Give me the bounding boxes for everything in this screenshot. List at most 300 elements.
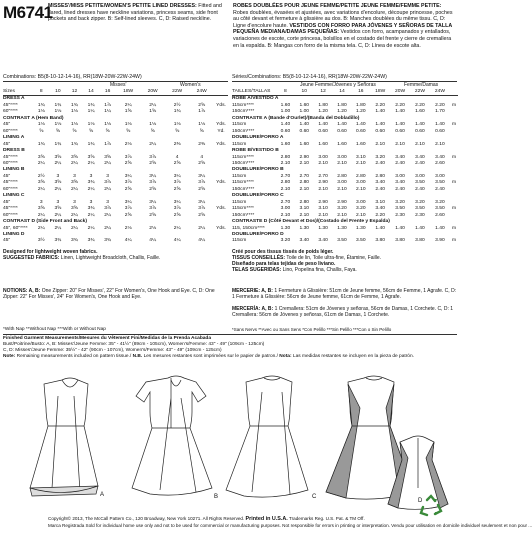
right-table-data-cell: 1.60: [415, 109, 425, 115]
right-table-data-cell: 150cm****: [232, 186, 255, 192]
left-table-data-cell: 2⅝: [173, 186, 181, 192]
group-femme: Femme/Damas: [404, 82, 439, 88]
cree-note: Créé pour des tissus tissés de poids léger.: [232, 249, 334, 255]
right-table-data-cell: 3.40: [318, 238, 328, 244]
left-table-data-cell: 3¼: [173, 199, 181, 205]
right-table-section-label: ROBE B/VESTIDO B: [232, 148, 279, 154]
right-table-data-cell: 2.10: [318, 160, 328, 166]
right-table-data-cell: 3.10: [375, 199, 385, 205]
right-table-data-cell: 2.80: [280, 154, 291, 160]
left-table-data-cell: 1⅛: [71, 109, 78, 115]
right-table-data-cell: 1.00: [280, 109, 291, 115]
measurements-line1: Bust/Poitrine/Busto: A, B: Misses'/Jeune Femme: 35" - 41½" (89cm - 105cm), Women's/Femme: 43" - 49" (109cm - 125cm): [3, 342, 265, 347]
right-table-data-cell: 2.10: [337, 212, 347, 218]
telas-text: Lino, Popelina fina, Challis, Faya.: [282, 267, 357, 273]
left-table-data-cell: 3⅞: [124, 180, 132, 186]
right-title: [233, 3, 457, 49]
left-table-data-cell: 3¾: [54, 238, 62, 244]
right-table-data-cell: 2.10: [299, 212, 310, 218]
right-table-data-cell: 1.40: [375, 122, 385, 128]
left-table-data-cell: 1⅛: [37, 109, 45, 115]
left-table-data-cell: 2⅝: [124, 160, 132, 166]
left-table-data-cell: 3: [89, 199, 93, 205]
right-table-header-cell: 18W: [370, 89, 390, 96]
left-table-data-cell: 3⅝: [54, 206, 62, 212]
left-table-data-cell: 2⅝: [198, 212, 206, 218]
left-table-data-cell: 1⅝: [149, 109, 157, 115]
left-table-data-cell: 45"****: [3, 102, 18, 108]
left-title-bold: MISSES'/MISS PETITE/WOMEN'S PETITE LINED DRESSES:: [48, 3, 197, 9]
right-table-data-cell: 1.30: [318, 225, 328, 231]
legal-text: Marca Registrada Sold for individual home use only and not to be used for commercial or manufacturing purposes. Not responsible for errors in printing or interpretation. Vendu pour utilisation en domicile individuel seulement et non pour ...: [48, 522, 532, 528]
left-table-data-cell: 60"****: [3, 212, 18, 218]
left-table-data-cell: 3¾: [87, 180, 95, 186]
left-table-data-cell: 1⅛: [173, 122, 181, 128]
right-table-header-row: [232, 89, 458, 96]
right-table-data-cell: 1.40: [375, 109, 385, 115]
left-table-data-cell: 2¼: [54, 225, 62, 231]
left-table-data-cell: 2¼: [37, 225, 45, 231]
left-table-header-cell: 22W: [165, 89, 190, 96]
trademark-text: Trademarks Reg. U.S. Pat. & TM Off.: [288, 516, 365, 521]
left-table-data-cell: 2½: [173, 102, 181, 108]
left-table-data-cell: 4¼: [149, 238, 157, 244]
right-table-data-cell: 2.10: [337, 160, 347, 166]
suggested-text: Linen, Lightweight Broadcloth, Challis, Faille.: [60, 255, 161, 261]
telas-label: TELAS SUGERIDAS:: [232, 267, 282, 273]
right-table-data-cell: m: [451, 238, 457, 244]
right-table-data-cell: 1.70: [435, 109, 445, 115]
right-table-data-cell: 3.40: [415, 154, 425, 160]
left-table-data-cell: 45": [3, 122, 11, 128]
right-table-header-cell: 16: [351, 89, 370, 96]
left-table-data-cell: 1⅞: [104, 102, 111, 108]
pattern-code: M6741: [3, 3, 53, 22]
left-table-data-cell: 1⅛: [104, 122, 111, 128]
left-table-data-cell: 4: [175, 154, 179, 160]
left-table-header-cell: Sizes: [3, 89, 33, 96]
recycle-icon: [418, 494, 444, 525]
right-table-data-cell: 1.60: [337, 141, 347, 147]
left-table-data-cell: 2⅝: [173, 212, 181, 218]
right-table-data-cell: 1.80: [318, 102, 328, 108]
nota-label: Nota:: [279, 354, 292, 359]
left-table-data-cell: 3¼: [198, 199, 206, 205]
right-table-data-cell: 2.30: [395, 212, 405, 218]
left-table-data-cell: 3¾: [87, 238, 95, 244]
right-table-data-cell: 115cm: [232, 141, 247, 147]
left-table-data-cell: 2½: [37, 173, 45, 179]
left-table-header-cell: 12: [66, 89, 83, 96]
right-table-data-cell: m: [451, 225, 457, 231]
right-table-data-cell: 3.40: [375, 180, 385, 186]
left-table-data-cell: 3⅞: [149, 206, 157, 212]
right-table-data-cell: 3.50: [415, 206, 425, 212]
right-table-header-cell: [450, 89, 458, 96]
figure-label-b: B: [214, 494, 219, 500]
right-table-data-cell: m: [451, 206, 457, 212]
right-table-data-cell: 1.20: [356, 109, 366, 115]
left-table-data-row: [3, 238, 228, 244]
right-combinations: Séries/Combinations: B5(8-10-12-14-16), RR(18W-20W-22W-24W): [232, 74, 387, 80]
right-table-data-cell: 2.70: [318, 173, 328, 179]
right-table-data-cell: 2.40: [415, 186, 425, 192]
right-table-data-cell: 2.10: [280, 212, 291, 218]
left-table-data-cell: 1⅛: [124, 122, 132, 128]
left-table-data-cell: 4¼: [124, 238, 132, 244]
dress-b-drawing: [132, 376, 212, 495]
group-misses: Misses': [110, 82, 127, 88]
left-table-data-cell: Yds.: [216, 206, 226, 212]
right-table-data-cell: 3.10: [299, 206, 310, 212]
right-table-data-cell: 1.20: [318, 109, 328, 115]
right-table-header-cell: 20W: [390, 89, 410, 96]
right-table-data-cell: 1.40: [280, 122, 291, 128]
left-table-data-cell: 1⅞: [104, 141, 111, 147]
nota-text: Las medidas restantes se incluyen en la pieza de patrón.: [292, 354, 414, 359]
right-table-data-cell: m: [451, 102, 457, 108]
left-table-section-label: DRESS A: [3, 96, 25, 102]
left-table-data-cell: 3⅞: [173, 206, 181, 212]
right-table-section-label: DOUBLURE/FORRO B: [232, 167, 284, 173]
left-title: [48, 3, 228, 23]
right-table-data-cell: 1.40: [395, 109, 405, 115]
left-table-data-cell: 2¼: [37, 186, 45, 192]
left-table-header-cell: 20W: [140, 89, 165, 96]
left-table-header-cell: 14: [83, 89, 100, 96]
right-table-data-cell: 2.10: [415, 141, 425, 147]
right-table-data-cell: 2.10: [356, 186, 366, 192]
left-table-data-cell: 1⅛: [54, 122, 62, 128]
figure-label-c: C: [312, 494, 317, 500]
right-table-data-row: [232, 238, 458, 244]
left-table-data-cell: ⅝: [105, 128, 110, 134]
right-table-header-cell: TAILLES/TALLAS: [232, 89, 276, 96]
right-table-data-cell: 2.70: [280, 173, 291, 179]
right-table-data-cell: 3.80: [415, 238, 425, 244]
right-table-data-cell: 3.20: [415, 199, 425, 205]
left-table-data-cell: 3: [39, 199, 43, 205]
left-table-data-cell: 3: [106, 173, 109, 179]
right-table-section-label: DOUBLURE/FORRO D: [232, 231, 284, 237]
right-table-data-cell: 3.00: [337, 180, 347, 186]
right-table-data-cell: 1.40: [395, 225, 405, 231]
right-table-data-cell: 3.20: [356, 206, 366, 212]
left-table-data-cell: 1⅛: [37, 122, 45, 128]
left-table-data-cell: 45", 60"****: [3, 225, 28, 231]
right-table-data-cell: 2.40: [375, 160, 385, 166]
left-table-data-cell: 3⅝: [54, 180, 62, 186]
right-table-data-cell: 2.40: [375, 186, 385, 192]
left-table-data-cell: 2¼: [37, 212, 45, 218]
right-table-data-cell: 2.90: [299, 154, 310, 160]
right-table-data-cell: 115cm: [232, 238, 247, 244]
right-table-data-cell: 1.80: [356, 102, 366, 108]
right-table-data-cell: 1.40: [435, 225, 445, 231]
right-table-data-cell: 3.50: [435, 180, 445, 186]
note-label: Note:: [3, 354, 16, 359]
left-table-data-cell: 4¼: [173, 238, 181, 244]
right-table-data-cell: 1.30: [280, 225, 291, 231]
left-table-data-cell: 3: [56, 199, 60, 205]
right-table-data-cell: 115cm****: [232, 102, 254, 108]
dress-drawings: [0, 368, 460, 518]
footer: [48, 516, 532, 529]
designed-note: Designed for lightweight woven fabrics.: [3, 249, 98, 255]
right-table-section-label: CONTRASTE A (Bande d'Ourlet)/(Banda del Dobladillo): [232, 115, 360, 121]
right-table-data-cell: 2.10: [356, 160, 366, 166]
notions-label: NOTIONS: A, B:: [3, 288, 41, 294]
right-table-data-cell: 2.80: [299, 199, 310, 205]
right-table-data-cell: 3.00: [435, 173, 445, 179]
right-table-data-cell: 2.60: [435, 212, 445, 218]
left-table-data-cell: 2¼: [54, 160, 62, 166]
right-table-data-cell: 2.40: [395, 186, 405, 192]
left-table-data-cell: 2¼: [71, 212, 78, 218]
dress-c-drawing: [226, 376, 308, 497]
tissus-label: TISSUS CONSEILLÉS:: [232, 255, 286, 261]
left-table-data-cell: 1¼: [104, 109, 111, 115]
left-table-data-cell: 3⅞: [198, 180, 206, 186]
right-table-data-cell: 2.20: [375, 102, 385, 108]
right-table-data-cell: 3.00: [415, 173, 425, 179]
left-table-data-cell: 60"****: [3, 109, 18, 115]
right-table-data-cell: 2.20: [375, 212, 385, 218]
left-table-data-cell: 2¼: [87, 212, 95, 218]
right-yardage-table: [232, 89, 458, 245]
left-table-section-row: [3, 96, 228, 103]
right-table-data-cell: 115cm****: [232, 180, 254, 186]
right-table-data-cell: 2.10: [318, 186, 328, 192]
right-table-data-cell: 1.30: [299, 225, 310, 231]
left-table-data-cell: 2¼: [71, 186, 78, 192]
note-text: Remaining measurements included on pattern tissue./: [16, 354, 132, 359]
right-table-data-cell: 2.10: [395, 141, 405, 147]
right-table-data-cell: 2.90: [318, 180, 328, 186]
right-table-data-cell: 3.10: [356, 154, 366, 160]
left-table-data-cell: Yds.: [216, 180, 226, 186]
left-table-data-cell: 3⅝: [104, 154, 111, 160]
right-table-data-cell: 3.50: [395, 206, 405, 212]
right-table-data-cell: 3.40: [299, 238, 310, 244]
figure-label-d: D: [418, 498, 423, 504]
right-table-data-cell: 3.00: [318, 154, 328, 160]
right-table-data-cell: 1.20: [337, 109, 347, 115]
right-table-data-cell: 2.70: [280, 199, 291, 205]
right-table-data-cell: 2.10: [356, 212, 366, 218]
left-combinations: Combinations: B5(8-10-12-14-16), RR(18W-20W-22W-24W): [3, 74, 142, 80]
left-table-section-label: CONTRAST A (Hem Band): [3, 115, 64, 121]
right-table-data-cell: 150cm****: [232, 128, 255, 134]
left-table-header-row: [3, 89, 228, 96]
left-table-data-cell: 1¾: [87, 102, 95, 108]
right-table-data-cell: 3.00: [280, 206, 291, 212]
right-table-data-cell: 1.40: [356, 122, 366, 128]
left-table-data-cell: 3⅝: [87, 154, 95, 160]
left-table-data-cell: 2⅝: [149, 212, 157, 218]
right-table-data-cell: 2.40: [415, 160, 425, 166]
left-table-data-cell: 2⅝: [198, 102, 206, 108]
right-table-header-cell: 22W: [410, 89, 430, 96]
left-table-data-cell: ⅝: [55, 128, 60, 134]
left-table-data-cell: 3⅝: [54, 154, 62, 160]
right-table-data-cell: 3.00: [337, 154, 347, 160]
left-table-data-cell: 2⅜: [198, 141, 206, 147]
right-table-data-cell: 0.60: [356, 128, 366, 134]
right-table-data-cell: 2.10: [280, 160, 291, 166]
left-table-section-label: LINING B: [3, 167, 25, 173]
right-table-data-cell: 1.40: [299, 122, 310, 128]
left-table-data-cell: 2¼: [54, 186, 62, 192]
right-table-data-cell: 1.60: [356, 141, 366, 147]
merceria-label: MERCERÍA: A, B:: [232, 306, 274, 312]
right-table-data-cell: 3.40: [435, 154, 445, 160]
left-table-data-cell: 2⅛: [124, 225, 132, 231]
right-table-data-cell: 2.20: [415, 102, 425, 108]
right-table-data-cell: 0.60: [435, 128, 445, 134]
left-table-data-cell: ⅝: [88, 128, 94, 134]
left-table-data-cell: ⅝: [175, 128, 180, 134]
nb-label: N.B.: [132, 354, 143, 359]
right-table-data-cell: 2.90: [318, 199, 328, 205]
right-table-data-cell: 2.60: [435, 160, 445, 166]
left-table-data-cell: 3⅝: [37, 180, 45, 186]
right-table-data-cell: 2.80: [337, 173, 347, 179]
figure-label-a: A: [100, 492, 105, 498]
right-table-data-cell: 150cm****: [232, 212, 255, 218]
left-table-data-cell: 45": [3, 238, 11, 244]
left-table-data-cell: 1¾: [54, 102, 62, 108]
right-table-data-cell: 2.20: [435, 102, 445, 108]
right-table-data-cell: 3.50: [356, 238, 366, 244]
left-table-data-cell: 3⅞: [149, 154, 157, 160]
left-notions: [3, 288, 228, 300]
left-table-data-cell: 3¾: [104, 238, 111, 244]
left-table-data-cell: 3: [73, 173, 76, 179]
left-table-section-label: LINING D: [3, 231, 25, 237]
right-table-data-cell: 3.50: [435, 206, 445, 212]
left-table-data-cell: 1⅛: [198, 122, 206, 128]
dress-a-drawing: [30, 378, 98, 496]
left-table-header-cell: 18W: [116, 89, 141, 96]
right-table-data-cell: 2.10: [337, 186, 347, 192]
left-table-data-cell: 3¾: [71, 238, 78, 244]
right-table-data-cell: 1.40: [415, 225, 425, 231]
measurements-line2: C, D: Misses'/Jeune Femme: 35½" - 42" (90cm - 107cm), Women's/Femme: 43" - 49" (109cm - 125cm): [3, 348, 222, 353]
right-table-data-cell: 1.30: [337, 225, 347, 231]
left-table-data-cell: 3⅝: [71, 180, 78, 186]
measurements-title: Finished Garment Measurements/Mesures du Vêtement Fini/Medidas de la Prenda Acabada: [3, 336, 212, 341]
right-table-data-cell: m: [451, 180, 457, 186]
finished-measurements: [3, 336, 455, 360]
left-table-data-cell: 2⅝: [173, 160, 181, 166]
notions-text: One Zipper: 20" For Misses', 22" For Women's, One Hook and Eye. C, D: One Zipper: 22" For Misses', 24" For Women's, One Hook and Eye.: [3, 288, 215, 300]
right-table-data-cell: 2.10: [318, 212, 328, 218]
left-table-data-cell: 2⅝: [198, 160, 206, 166]
right-table-data-cell: 2.10: [375, 141, 385, 147]
left-table-header-cell: 8: [33, 89, 50, 96]
left-table-data-cell: 3⅝: [37, 154, 45, 160]
left-table-data-cell: 60"****: [3, 160, 18, 166]
left-table-data-cell: 2¼: [198, 225, 206, 231]
right-table-data-cell: 2.80: [299, 180, 310, 186]
left-table-data-cell: 45"****: [3, 180, 18, 186]
left-table-data-cell: 4: [200, 154, 204, 160]
left-table-data-cell: 3¾: [87, 206, 95, 212]
nap-note-left: *With Nap **Without Nap ***With or Without Nap: [3, 327, 106, 332]
left-table-data-cell: 3⅞: [124, 206, 132, 212]
left-table-data-cell: 1¾: [37, 141, 45, 147]
right-title2-text: Vestidos con forro, acampanados y entallados, variaciones de escote, corte princesa, bolsillos en el costado del frente y cierre de cremallera en la espalda. B: Mangas con forro de la misma tela. C, D: Línea de escote alta.: [233, 29, 452, 49]
right-table-data-cell: 2.20: [395, 102, 405, 108]
left-table-data-cell: ⅝: [72, 128, 77, 134]
right-table-data-cell: 2.90: [337, 199, 347, 205]
right-mercerie: [232, 288, 457, 300]
left-table-data-cell: Yds.: [216, 225, 226, 231]
right-table-data-cell: 3.20: [337, 206, 347, 212]
left-table-data-cell: 2⅜: [173, 141, 181, 147]
left-table-data-cell: 2¼: [104, 212, 111, 218]
left-table-data-cell: Yds.: [216, 102, 226, 108]
left-table-data-cell: 3⅝: [71, 206, 78, 212]
left-table-data-cell: 2⅛: [149, 225, 157, 231]
right-table-header-cell: 8: [276, 89, 295, 96]
right-table-data-cell: 1.60: [280, 102, 291, 108]
right-table-data-cell: 1.40: [395, 122, 405, 128]
right-table-data-cell: 0.60: [415, 128, 425, 134]
left-table-data-cell: Yd.: [217, 128, 225, 134]
left-table-data-cell: 3¼: [124, 173, 132, 179]
right-table-data-cell: 3.80: [395, 238, 405, 244]
right-table-section-label: CONTRASTE D (Côté Devant et Dos)/(Costado del Frente y Espalda): [232, 219, 390, 225]
left-table-data-cell: 3: [106, 199, 109, 205]
merceria-text: 1 Cremallera: 51cm de Jóvenes y señoras, 56cm de Damas, 1 Corchete. C, D: 1 Cremallera: 56cm de Jóvenes y señoras, 61cm de Damas, 1 Corchete.: [232, 306, 454, 318]
left-table-data-cell: 1⅛: [149, 122, 157, 128]
left-table-data-cell: 2¼: [104, 186, 111, 192]
right-table-data-cell: 2.40: [435, 186, 445, 192]
right-table-header-cell: 10: [295, 89, 314, 96]
left-fabric-notes: [3, 249, 228, 261]
left-table-data-cell: 3⅞: [198, 206, 206, 212]
nb-text: Les mesures restantes sont imprimées sur le papier de patron./: [143, 354, 278, 359]
left-table-data-cell: 2¼: [149, 102, 157, 108]
right-table-data-cell: 2.40: [395, 160, 405, 166]
left-table-data-cell: 2¼: [124, 102, 132, 108]
left-table-data-cell: 2⅝: [149, 160, 157, 166]
left-table-data-cell: 1¼: [87, 109, 95, 115]
left-table-data-cell: 2¼: [87, 186, 95, 192]
left-table-data-cell: ⅝: [39, 128, 44, 134]
group-jeune-femme: Jeune Femme/Jóvenes y Señoras: [300, 82, 376, 88]
left-table-data-cell: 2⅝: [124, 186, 132, 192]
right-table-data-cell: 3.20: [435, 199, 445, 205]
right-table-data-cell: 1.60: [299, 102, 310, 108]
right-table-data-cell: 1.40: [415, 122, 425, 128]
left-table-data-cell: 3: [73, 199, 76, 205]
measurements-rule: [3, 334, 457, 335]
right-table-data-cell: 3.20: [395, 199, 405, 205]
right-table-data-cell: 3.50: [415, 180, 425, 186]
left-table-header-cell: 24W: [189, 89, 214, 96]
right-table-data-cell: 2.10: [299, 160, 310, 166]
right-table-data-cell: 0.60: [299, 128, 310, 134]
left-table-data-cell: 1¾: [54, 141, 62, 147]
left-table-data-cell: 3½: [37, 238, 45, 244]
left-table-data-cell: 3⅝: [37, 206, 45, 212]
right-table-data-cell: 0.60: [318, 128, 328, 134]
left-table-data-cell: 3¼: [124, 199, 132, 205]
left-table-data-cell: 3⅞: [124, 154, 132, 160]
